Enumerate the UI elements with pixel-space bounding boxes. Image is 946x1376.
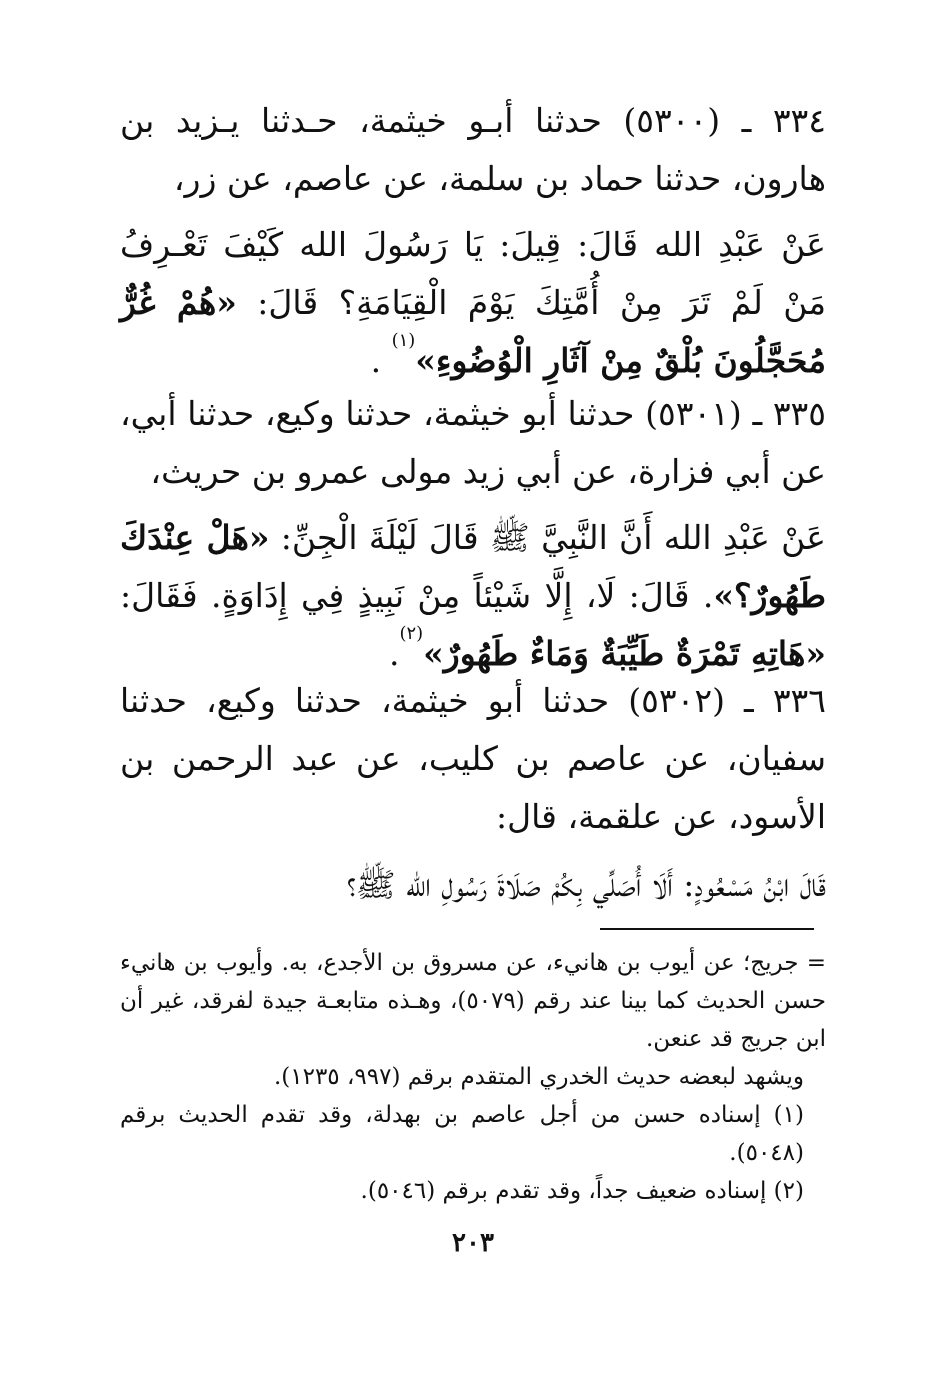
hadith-335-isnad: ٣٣٥ ـ (٥٣٠١) حدثنا أبو خيثمة، حدثنا وكيع، حدثنا أبي، عن أبي فزارة، عن أبي زيد مولى عمرو بن حريث،: [120, 394, 826, 491]
hadith-335-quote-a: «هَلْ عِنْدَكَ طَهُورٌ؟»: [120, 518, 826, 615]
footnote-ref-1: (١): [391, 330, 416, 351]
hadith-335-text: [120, 509, 826, 683]
page-number: ٢٠٣: [452, 1228, 494, 1258]
hadith-334-end: .: [370, 341, 392, 380]
hadith-335-matn-a: عَنْ عَبْدِ الله أَنَّ النَّبِيَّ ﷺ قَالَ لَيْلَةَ الْجِنِّ:: [269, 518, 826, 557]
hadith-334-isnad: ٣٣٤ ـ (٥٣٠٠) حدثنا أبـو خيثمة، حـدثنا يـزيد بن هارون، حدثنا حماد بن سلمة، عن عاصم، عن زر،: [120, 101, 826, 198]
hadith-336-isnad: ٣٣٦ ـ (٥٣٠٢) حدثنا أبو خيثمة، حدثنا وكيع، حدثنا سفيان، عن عاصم بن كليب، عن عبد الرحمن بن الأسود، عن علقمة، قال:: [120, 681, 826, 836]
hadith-334-text: [120, 216, 826, 390]
hadith-334-matn: عَنْ عَبْدِ الله قَالَ: قِيلَ: يَا رَسُولَ الله كَيْفَ تَعْـرِفُ مَنْ لَمْ تَرَ مِنْ أُمَّتِكَ يَوْمَ الْقِيَامَةِ؟ قَالَ:: [120, 225, 827, 322]
footnote-2: (٢) إسناده ضعيف جداً، وقد تقدم برقم (٥٠٤٦).: [360, 1178, 804, 1204]
hadith-335: [120, 385, 826, 683]
footnotes: [120, 944, 826, 1210]
hadith-336: [120, 672, 826, 914]
hadith-335-matn-b: . قَالَ: لَا، إِلَّا شَيْئاً مِنْ نَبِيذٍ فِي إِدَاوَةٍ. فَقَالَ:: [120, 576, 714, 615]
footnote-ref-2: (٢): [399, 623, 424, 644]
hadith-335-quote-b: «هَاتِهِ تَمْرَةٌ طَيِّبَةٌ وَمَاءٌ طَهُورٌ»: [423, 634, 826, 673]
hadith-336-matn: قَالَ ابْنُ مَسْعُودٍ: أَلَا أُصَلِّي بِكُمْ صَلَاةَ رَسُولِ الله ﷺ؟: [346, 865, 826, 904]
hadith-335-end: .: [388, 634, 400, 673]
hadith-334-quote: «هُمْ غُرٌّ مُحَجَّلُونَ بُلْقٌ مِنْ آثَارِ الْوُضُوءِ»: [120, 283, 826, 380]
footnote-1: (١) إسناده حسن من أجل عاصم بن بهدلة، وقد تقدم الحديث برقم (٥٠٤٨).: [120, 1102, 804, 1166]
footnote-continuation-2: ويشهد لبعضه حديث الخدري المتقدم برقم (٩٩٧، ١٢٣٥).: [273, 1064, 804, 1090]
footnote-separator: [600, 928, 814, 930]
hadith-334: [120, 92, 826, 390]
footnote-continuation: = جريج؛ عن أيوب بن هانيء، عن مسروق بن الأجدع، به. وأيوب بن هانيء حسن الحديث كما بينا عند رقم (٥٠٧٩)، وهـذه متابعـة جيدة لفرقد، غير أن ابن جريج قد عنعن.: [120, 950, 826, 1052]
